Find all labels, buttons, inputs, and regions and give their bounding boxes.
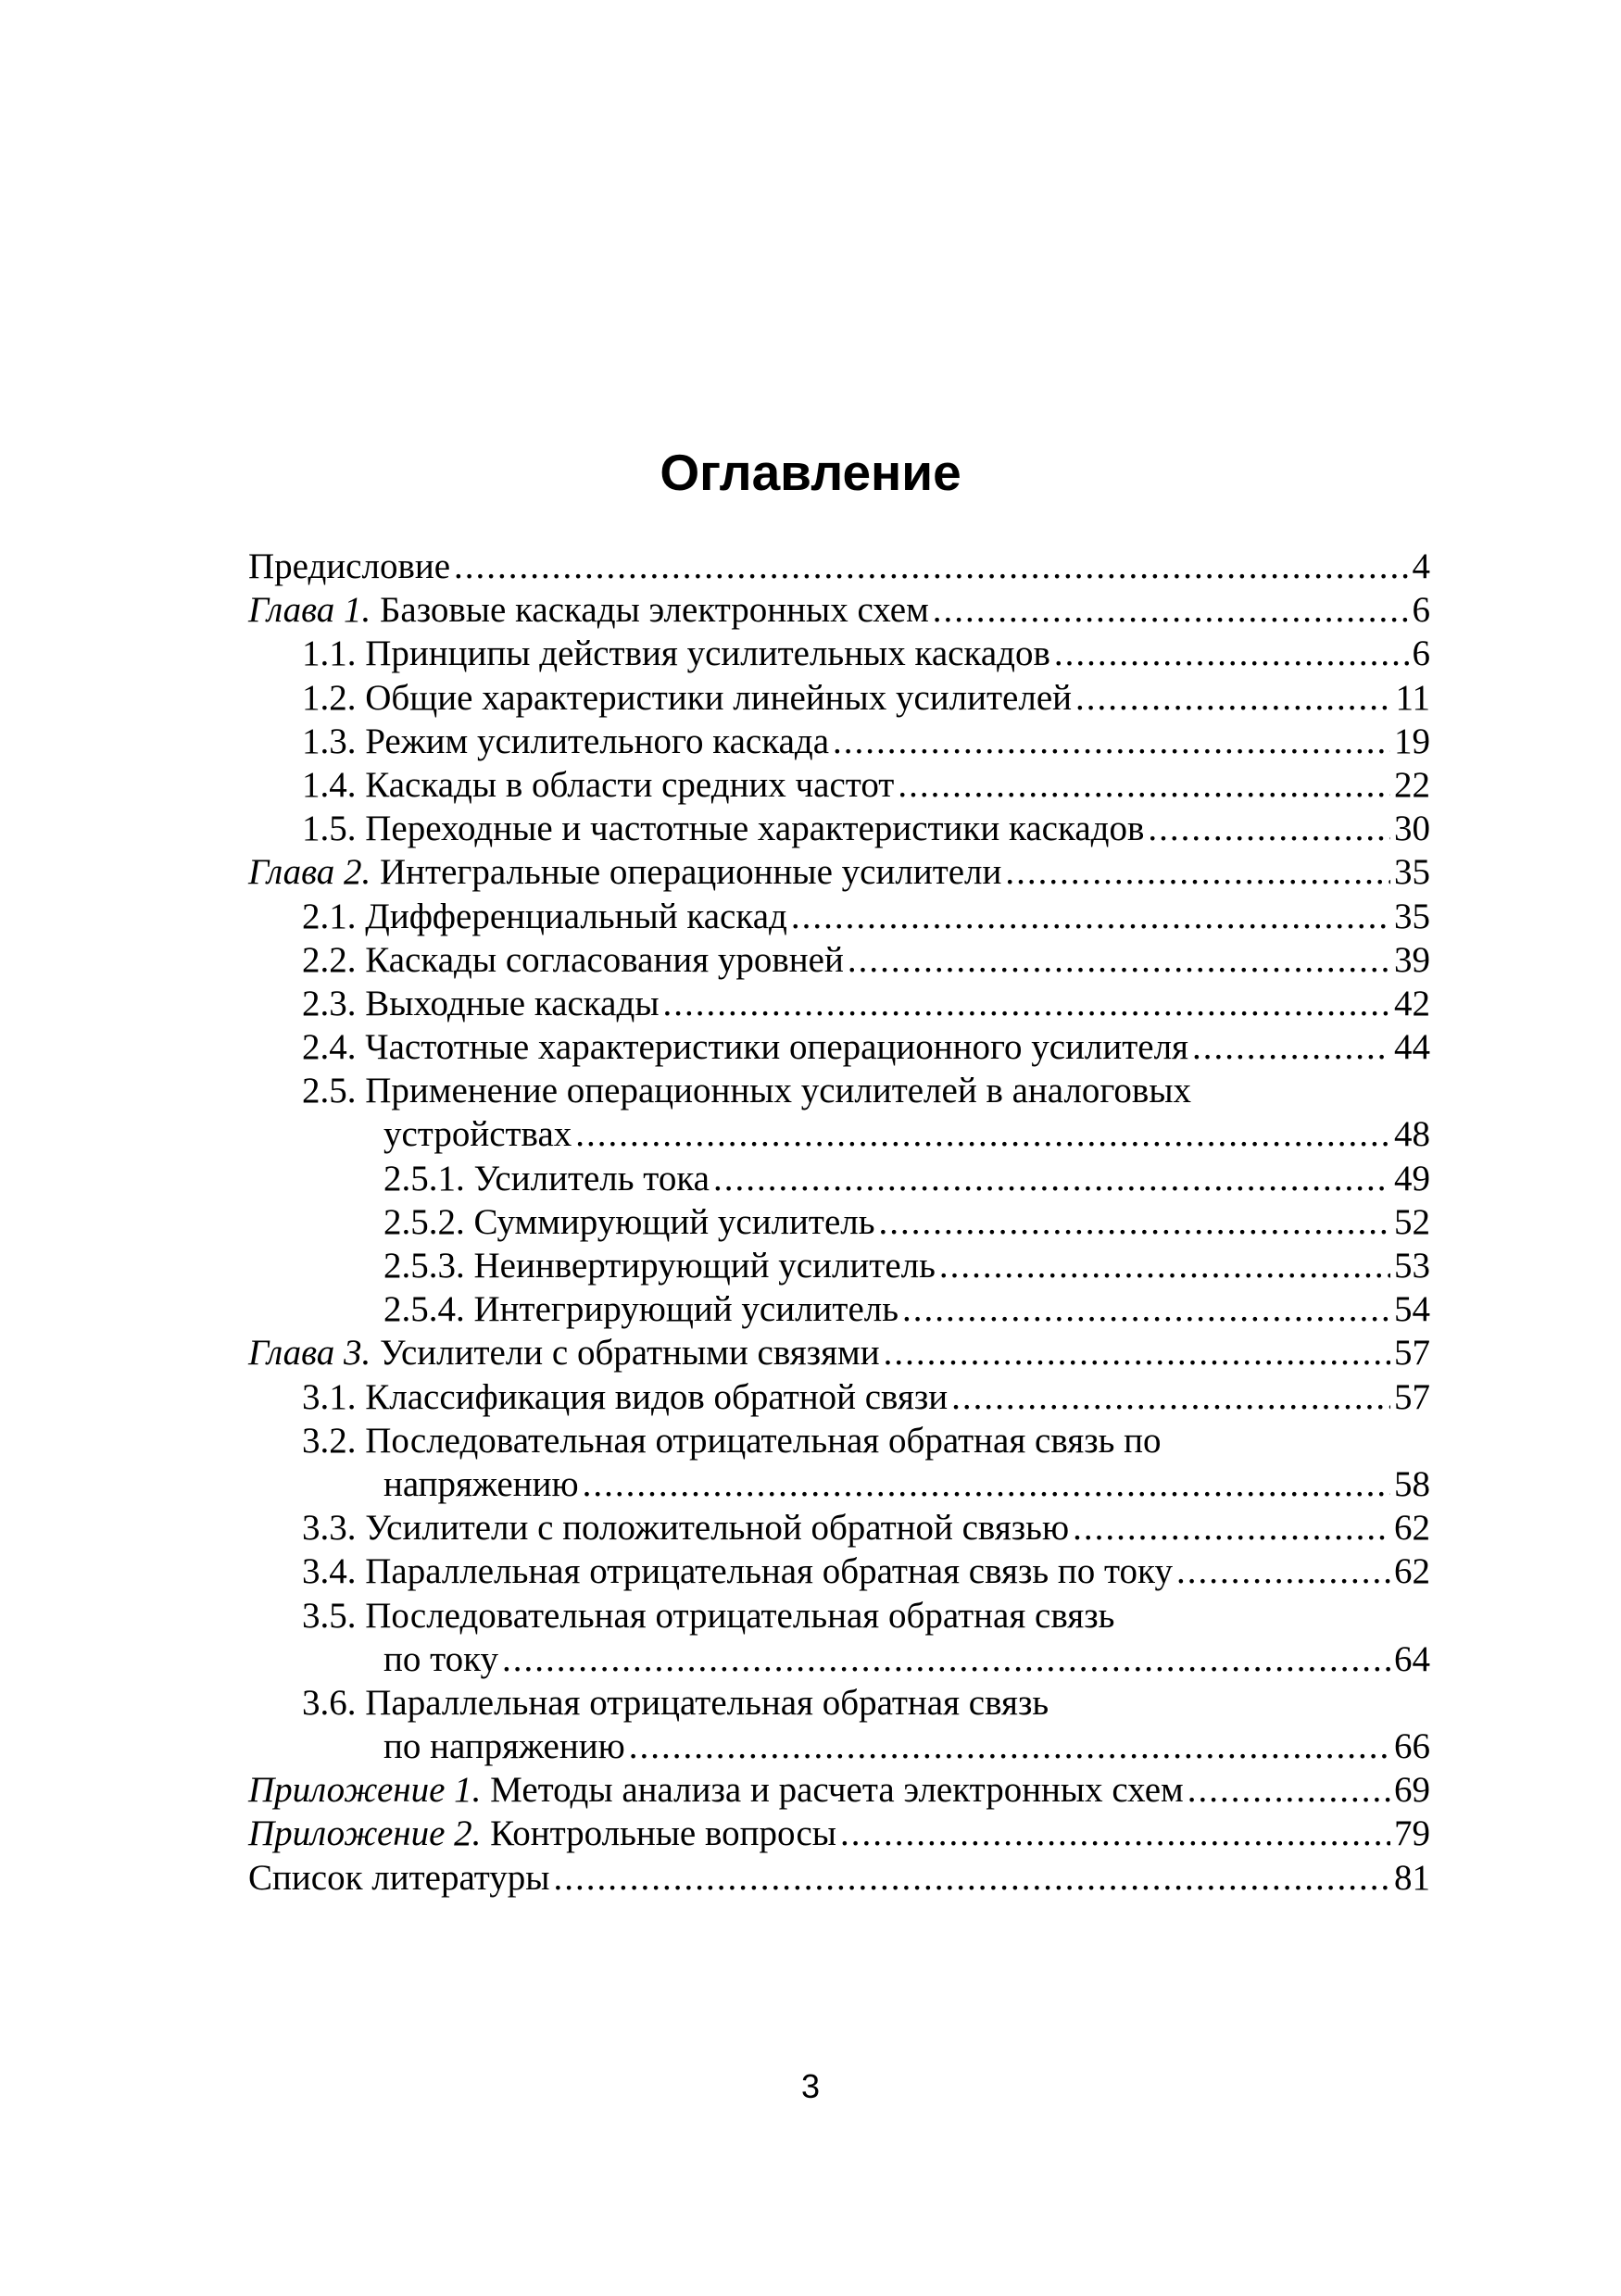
dot-leader [713, 1157, 1390, 1200]
toc-entry-text: 1.2. Общие характеристики линейных усилителей [302, 677, 1072, 718]
toc-entry-page: 42 [1394, 983, 1430, 1023]
toc-entry-label [383, 1157, 710, 1200]
toc-entry[interactable] [248, 1287, 1430, 1331]
dot-leader [553, 1856, 1390, 1900]
dot-leader [1054, 632, 1409, 675]
toc-entry[interactable] [248, 720, 1430, 763]
toc-entry[interactable] [248, 1768, 1430, 1812]
toc-entry[interactable] [248, 1549, 1430, 1593]
dot-leader [1005, 850, 1390, 894]
toc-entry[interactable] [248, 1025, 1430, 1069]
toc-entry-label [302, 632, 1050, 675]
toc-entry-page: 35 [1394, 896, 1430, 936]
toc-entry-text: по напряжению [383, 1726, 625, 1767]
toc-entry[interactable] [248, 1419, 1430, 1462]
toc-entry-text: 2.5.4. Интегрирующий усилитель [383, 1289, 899, 1330]
toc-entry-page: 79 [1394, 1813, 1430, 1854]
toc-entry-text: 2.5.3. Неинвертирующий усилитель [383, 1246, 936, 1286]
toc-entry-text: 1.1. Принципы действия усилительных каскадов [302, 634, 1050, 674]
dot-leader [663, 982, 1390, 1025]
toc-entry-page: 81 [1394, 1857, 1430, 1898]
toc-entry[interactable] [248, 1812, 1430, 1855]
toc-entry-label [383, 1287, 898, 1331]
toc-entry[interactable] [248, 676, 1430, 720]
toc-entry-page: 35 [1394, 852, 1430, 893]
toc-entry-label [302, 1069, 1191, 1112]
dot-leader [840, 1812, 1390, 1855]
toc-entry-text: 3.3. Усилители с положительной обратной связью [302, 1508, 1070, 1549]
toc-entry-page: 64 [1394, 1638, 1430, 1679]
dot-leader [1176, 1549, 1390, 1593]
toc-entry-page: 44 [1394, 1027, 1430, 1068]
toc-entry-page: 6 [1412, 590, 1430, 631]
toc-entry[interactable] [248, 807, 1430, 850]
toc-entry-text: устройствах [383, 1114, 572, 1155]
toc-entry-label [302, 676, 1072, 720]
toc-entry[interactable] [248, 763, 1430, 807]
toc-entry[interactable] [248, 850, 1430, 894]
toc-entry-label [248, 545, 450, 588]
dot-leader [879, 1200, 1390, 1244]
toc-entry-text: 3.1. Классификация видов обратной связи [302, 1376, 949, 1417]
toc-entry-label [248, 588, 929, 632]
toc-entry-page: 69 [1394, 1770, 1430, 1811]
toc-entry-text: Список литературы [248, 1857, 550, 1898]
toc-entry-label [248, 1331, 880, 1374]
toc-entry-page: 62 [1394, 1508, 1430, 1549]
dot-leader [833, 720, 1390, 763]
toc-entry-label [248, 850, 1001, 894]
toc-entry-page: 48 [1394, 1114, 1430, 1155]
toc-entry-label [383, 1725, 625, 1768]
dot-leader [1073, 1506, 1390, 1549]
toc-entry-page: 22 [1394, 764, 1430, 805]
toc-entry-text: Усилители с обратными связями [371, 1333, 880, 1374]
toc-entry-label [302, 807, 1144, 850]
dot-leader [1148, 807, 1390, 850]
toc-entry-text: напряжению [383, 1463, 579, 1504]
toc-entry-text: 2.5.2. Суммирующий усилитель [383, 1201, 875, 1242]
toc-entry[interactable] [248, 895, 1430, 938]
toc-entry[interactable] [248, 1725, 1430, 1768]
toc-entry-text: Методы анализа и расчета электронных схем [481, 1770, 1184, 1811]
toc-entry-text: 2.3. Выходные каскады [302, 983, 660, 1023]
dot-leader [583, 1462, 1390, 1506]
toc-entry-label [302, 938, 844, 982]
toc-entry[interactable] [248, 1244, 1430, 1287]
toc-entry-label [302, 1025, 1188, 1069]
toc-entry-text: 2.2. Каскады согласования уровней [302, 939, 844, 980]
toc-entry-text: Интегральные операционные усилители [371, 852, 1002, 893]
toc-entry[interactable] [248, 1681, 1430, 1725]
toc-entry[interactable] [248, 1200, 1430, 1244]
toc-entry-page: 39 [1394, 939, 1430, 980]
dot-leader [951, 1375, 1390, 1419]
dot-leader [884, 1331, 1390, 1374]
table-of-contents [248, 545, 1430, 1900]
toc-entry-prefix: Глава 1. [248, 590, 371, 631]
toc-entry-page: 57 [1394, 1333, 1430, 1374]
toc-entry-text: 1.5. Переходные и частотные характеристики каскадов [302, 809, 1145, 849]
toc-entry-page: 52 [1394, 1201, 1430, 1242]
toc-entry-label [302, 1549, 1173, 1593]
dot-leader [902, 1287, 1390, 1331]
page-number: 3 [800, 2067, 821, 2105]
dot-leader [454, 545, 1408, 588]
toc-entry-text: Базовые каскады электронных схем [371, 590, 929, 631]
toc-entry[interactable] [248, 1069, 1430, 1112]
dot-leader [502, 1637, 1390, 1681]
toc-entry-page: 53 [1394, 1246, 1430, 1286]
toc-entry[interactable] [248, 982, 1430, 1025]
dot-leader [933, 588, 1409, 632]
toc-entry-prefix: Приложение 2. [248, 1813, 482, 1854]
toc-entry-page: 4 [1412, 546, 1430, 586]
toc-entry-text: 1.3. Режим усилительного каскада [302, 721, 830, 761]
toc-entry-label [383, 1112, 572, 1156]
toc-entry-prefix: Глава 2. [248, 852, 371, 893]
toc-entry-label [383, 1637, 498, 1681]
toc-entry-text: 2.1. Дифференциальный каскад [302, 896, 787, 936]
toc-entry-text: 3.2. Последовательная отрицательная обратная связь по [302, 1420, 1162, 1461]
toc-entry-text: Предисловие [248, 546, 451, 586]
toc-entry[interactable] [248, 1506, 1430, 1549]
toc-entry[interactable] [248, 1331, 1430, 1374]
toc-entry[interactable] [248, 1637, 1430, 1681]
toc-entry-page: 49 [1394, 1158, 1430, 1198]
toc-entry-page: 30 [1394, 809, 1430, 849]
toc-entry-label [248, 1812, 836, 1855]
toc-entry-text: 1.4. Каскады в области средних частот [302, 764, 895, 805]
toc-entry[interactable] [248, 632, 1430, 675]
toc-entry-page: 11 [1395, 677, 1430, 718]
toc-entry-text: 3.4. Параллельная отрицательная обратная связь по току [302, 1551, 1173, 1592]
toc-entry-label [302, 1506, 1069, 1549]
toc-entry[interactable] [248, 588, 1430, 632]
toc-entry[interactable] [248, 1856, 1430, 1900]
toc-entry[interactable] [248, 1594, 1430, 1637]
dot-leader [1075, 676, 1391, 720]
dot-leader [1187, 1768, 1390, 1812]
toc-entry-label [302, 763, 894, 807]
toc-entry-page: 54 [1394, 1289, 1430, 1330]
toc-entry-label [302, 1681, 1049, 1725]
dot-leader [848, 938, 1390, 982]
toc-entry-page: 66 [1394, 1726, 1430, 1767]
toc-entry[interactable] [248, 1462, 1430, 1506]
toc-entry-label [302, 895, 787, 938]
toc-entry-text: по току [383, 1638, 499, 1679]
toc-entry-page: 58 [1394, 1463, 1430, 1504]
toc-entry-page: 62 [1394, 1551, 1430, 1592]
dot-leader [791, 895, 1390, 938]
toc-entry-page: 57 [1394, 1376, 1430, 1417]
toc-entry-page: 19 [1394, 721, 1430, 761]
toc-entry-label [383, 1244, 936, 1287]
toc-entry[interactable] [248, 1157, 1430, 1200]
dot-leader [939, 1244, 1390, 1287]
toc-entry-text: 2.5. Применение операционных усилителей в аналоговых [302, 1071, 1192, 1111]
toc-entry-prefix: Приложение 1. [248, 1770, 482, 1811]
dot-leader [1192, 1025, 1390, 1069]
page-title: Оглавление [660, 444, 961, 501]
toc-entry[interactable] [248, 1112, 1430, 1156]
toc-entry[interactable] [248, 545, 1430, 588]
toc-entry-label [302, 1419, 1162, 1462]
toc-entry-text: 3.5. Последовательная отрицательная обратная связь [302, 1595, 1115, 1636]
dot-leader [629, 1725, 1390, 1768]
dot-leader [575, 1112, 1390, 1156]
toc-entry-label [248, 1856, 549, 1900]
toc-entry-label [383, 1462, 579, 1506]
toc-entry-text: 3.6. Параллельная отрицательная обратная связь [302, 1682, 1049, 1723]
toc-entry-label [302, 1375, 948, 1419]
toc-entry-text: 2.5.1. Усилитель тока [383, 1158, 710, 1198]
toc-entry-label [383, 1200, 875, 1244]
toc-entry-text: 2.4. Частотные характеристики операционного усилителя [302, 1027, 1188, 1068]
toc-entry-label [302, 982, 660, 1025]
toc-entry-page: 6 [1412, 634, 1430, 674]
toc-entry-label [302, 1594, 1114, 1637]
toc-entry-text: Контрольные вопросы [481, 1813, 836, 1854]
toc-entry-label [302, 720, 829, 763]
dot-leader [898, 763, 1390, 807]
toc-entry[interactable] [248, 938, 1430, 982]
toc-entry-prefix: Глава 3. [248, 1333, 371, 1374]
toc-entry[interactable] [248, 1375, 1430, 1419]
toc-entry-label [248, 1768, 1184, 1812]
